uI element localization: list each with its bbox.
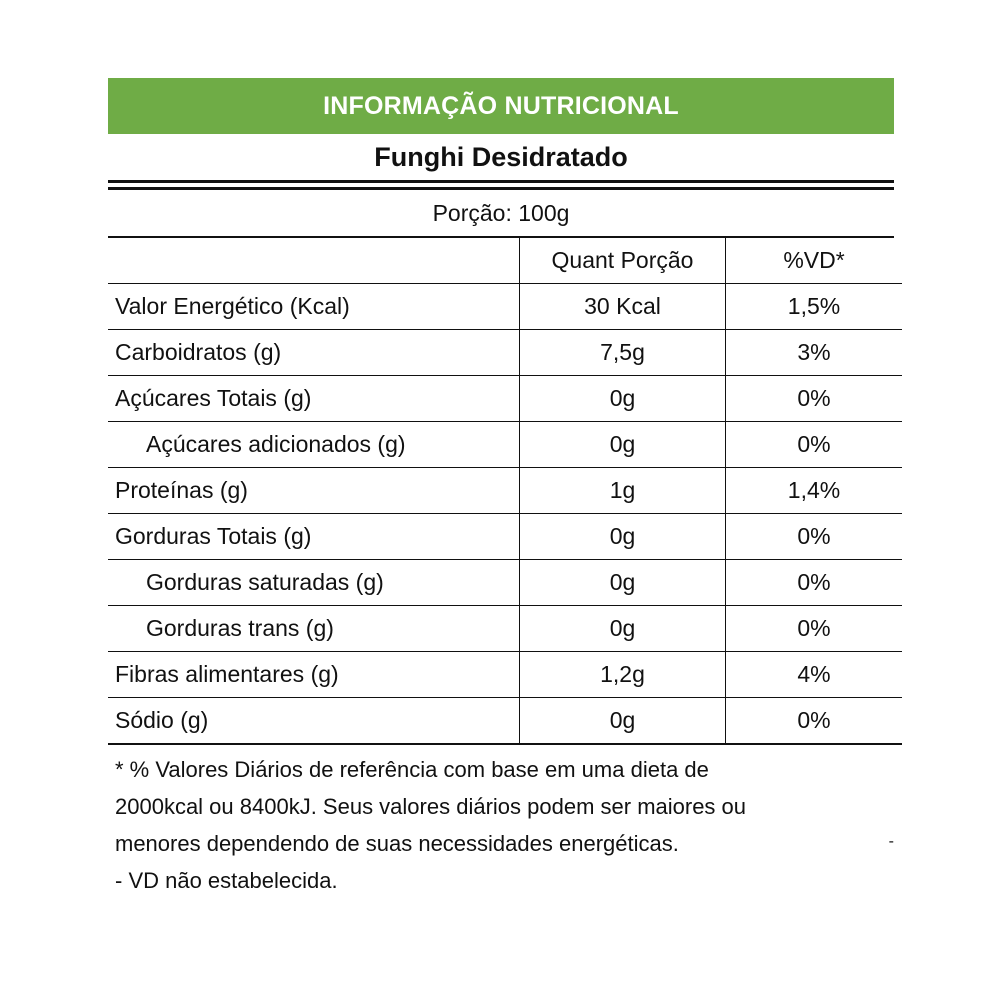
nutrient-name: Açúcares Totais (g) [108, 376, 520, 422]
table-row [108, 376, 902, 422]
nutrient-name: Gorduras trans (g) [108, 606, 520, 652]
nutrient-name: Gorduras saturadas (g) [108, 560, 520, 606]
column-header-nutrient [108, 238, 520, 284]
nutrient-daily-value: 3% [726, 330, 903, 376]
footnote-line: menores dependendo de suas necessidades energéticas. [115, 831, 679, 856]
table-row [108, 652, 902, 698]
nutrient-quantity: 30 Kcal [520, 284, 726, 330]
table-row [108, 514, 902, 560]
nutrient-daily-value: 0% [726, 514, 903, 560]
nutrient-daily-value: 0% [726, 698, 903, 745]
nutrient-quantity: 0g [520, 514, 726, 560]
nutrient-name: Fibras alimentares (g) [108, 652, 520, 698]
nutrient-quantity: 0g [520, 376, 726, 422]
nutrient-daily-value: 0% [726, 376, 903, 422]
footnote [108, 751, 894, 899]
product-title: Funghi Desidratado [374, 141, 628, 172]
nutrition-table [108, 238, 902, 745]
footnote-line: - VD não estabelecida. [115, 868, 338, 893]
column-header-daily-value: %VD* [726, 238, 903, 284]
nutrient-name: Açúcares adicionados (g) [108, 422, 520, 468]
table-row [108, 468, 902, 514]
nutrient-daily-value: 1,4% [726, 468, 903, 514]
nutrient-quantity: 0g [520, 698, 726, 745]
footnote-line: * % Valores Diários de referência com base em uma dieta de [115, 757, 709, 782]
table-header-row [108, 238, 902, 284]
nutrient-name: Gorduras Totais (g) [108, 514, 520, 560]
nutrient-name: Proteínas (g) [108, 468, 520, 514]
nutrient-name: Sódio (g) [108, 698, 520, 745]
table-row [108, 422, 902, 468]
nutrient-quantity: 7,5g [520, 330, 726, 376]
table-row [108, 606, 902, 652]
nutrient-name: Carboidratos (g) [108, 330, 520, 376]
nutrient-quantity: 1g [520, 468, 726, 514]
nutrient-daily-value: 1,5% [726, 284, 903, 330]
column-header-quantity: Quant Porção [520, 238, 726, 284]
table-row [108, 698, 902, 745]
nutrient-quantity: 1,2g [520, 652, 726, 698]
nutrient-daily-value: 0% [726, 560, 903, 606]
double-divider [108, 180, 894, 190]
nutrient-daily-value: 4% [726, 652, 903, 698]
nutrient-quantity: 0g [520, 560, 726, 606]
nutrient-daily-value: 0% [726, 422, 903, 468]
nutrient-name: Valor Energético (Kcal) [108, 284, 520, 330]
table-row [108, 560, 902, 606]
table-row [108, 284, 902, 330]
portion-size: Porção: 100g [108, 190, 894, 238]
nutrient-quantity: 0g [520, 422, 726, 468]
nutrient-quantity: 0g [520, 606, 726, 652]
nutrient-daily-value: 0% [726, 606, 903, 652]
header-title: INFORMAÇÃO NUTRICIONAL [323, 91, 679, 120]
nutrition-facts-label [108, 78, 894, 899]
stray-mark: - [888, 833, 894, 850]
table-row [108, 330, 902, 376]
footnote-line: 2000kcal ou 8400kJ. Seus valores diários podem ser maiores ou [115, 794, 747, 819]
header-bar [108, 78, 894, 134]
